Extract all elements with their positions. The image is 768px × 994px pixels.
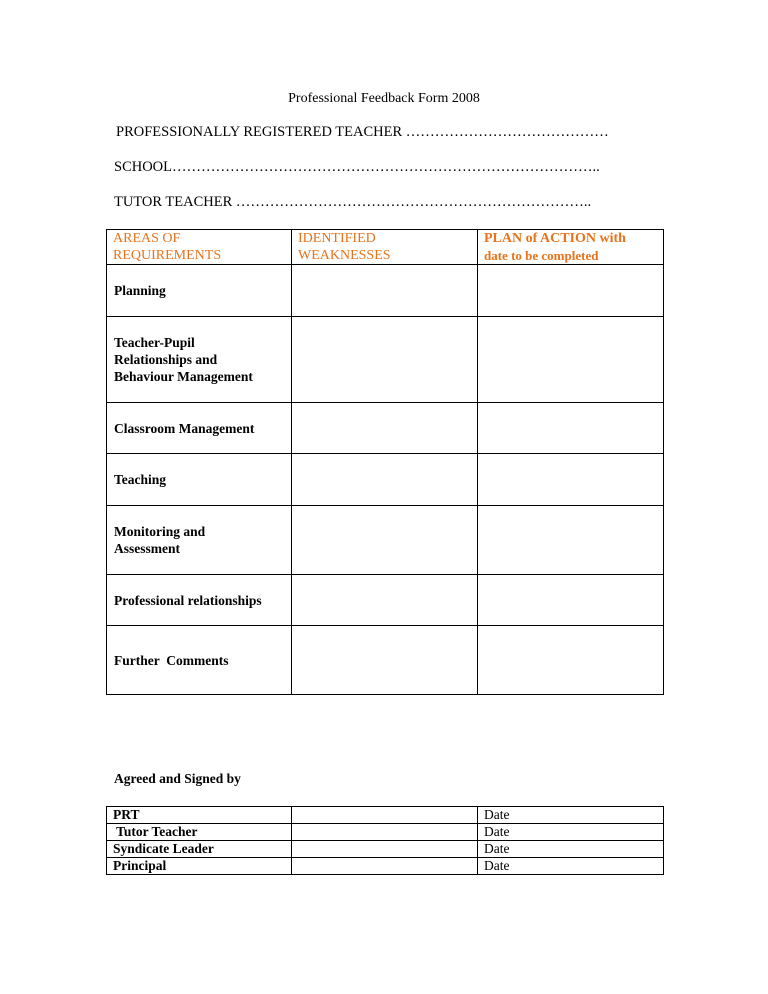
table-row <box>107 807 664 824</box>
area-further-comments: Further Comments <box>107 626 292 695</box>
table-row <box>107 626 664 695</box>
area-teacher-pupil-relationships <box>107 317 292 403</box>
school-field-line[interactable]: SCHOOL…………………………………………………………………………….. <box>114 159 600 175</box>
table-row <box>107 317 664 403</box>
date-cell-prt[interactable]: Date <box>478 807 664 824</box>
area-classroom-management: Classroom Management <box>107 403 292 454</box>
signature-cell-prt[interactable] <box>292 807 478 824</box>
weakness-cell-planning[interactable] <box>292 265 478 317</box>
prt-field-line[interactable]: PROFESSIONALLY REGISTERED TEACHER …………………………………… <box>116 124 609 140</box>
action-cell-classroom-management[interactable] <box>478 403 664 454</box>
signoff-table <box>106 806 664 875</box>
area-label-line: Monitoring and <box>114 524 206 539</box>
weakness-cell-classroom-management[interactable] <box>292 403 478 454</box>
signoff-role-tutor-teacher: Tutor Teacher <box>107 824 292 841</box>
header-identified-weaknesses <box>292 230 478 265</box>
table-row <box>107 824 664 841</box>
area-label-line: Behaviour Management <box>114 369 253 384</box>
header-weak-line1: IDENTIFIED <box>298 231 376 246</box>
table-row <box>107 841 664 858</box>
table-row <box>107 506 664 575</box>
area-label-line: Teacher-Pupil <box>114 335 195 350</box>
area-professional-relationships: Professional relationships <box>107 575 292 626</box>
header-plan-line2: date to be completed <box>484 248 599 263</box>
table-row <box>107 265 664 317</box>
action-cell-monitoring[interactable] <box>478 506 664 575</box>
table-row <box>107 454 664 506</box>
area-planning: Planning <box>107 265 292 317</box>
area-label-line: Assessment <box>114 541 180 556</box>
header-areas-of-requirements <box>107 230 292 265</box>
table-row <box>107 858 664 875</box>
form-title: Professional Feedback Form 2008 <box>288 91 480 106</box>
header-areas-line1: AREAS OF <box>113 231 181 246</box>
table-row <box>107 575 664 626</box>
signature-cell-syndicate-leader[interactable] <box>292 841 478 858</box>
header-areas-line2: REQUIREMENTS <box>113 248 222 263</box>
weakness-cell-monitoring[interactable] <box>292 506 478 575</box>
area-teaching: Teaching <box>107 454 292 506</box>
weakness-cell-teaching[interactable] <box>292 454 478 506</box>
action-cell-professional-relationships[interactable] <box>478 575 664 626</box>
action-cell-planning[interactable] <box>478 265 664 317</box>
weakness-cell-professional-relationships[interactable] <box>292 575 478 626</box>
header-plan-of-action <box>478 230 664 265</box>
action-cell-teaching[interactable] <box>478 454 664 506</box>
date-cell-syndicate-leader[interactable]: Date <box>478 841 664 858</box>
table-row <box>107 403 664 454</box>
header-plan-line1: PLAN of ACTION with <box>484 231 626 246</box>
area-monitoring-assessment <box>107 506 292 575</box>
date-cell-principal[interactable]: Date <box>478 858 664 875</box>
signoff-role-prt: PRT <box>107 807 292 824</box>
weakness-cell-further-comments[interactable] <box>292 626 478 695</box>
weakness-cell-teacher-pupil[interactable] <box>292 317 478 403</box>
feedback-table-header-row <box>107 230 664 265</box>
agreed-signed-heading: Agreed and Signed by <box>114 771 241 786</box>
action-cell-further-comments[interactable] <box>478 626 664 695</box>
header-weak-line2: WEAKNESSES <box>298 248 391 263</box>
date-cell-tutor-teacher[interactable]: Date <box>478 824 664 841</box>
area-label-line: Relationships and <box>114 352 218 367</box>
signoff-role-principal: Principal <box>107 858 292 875</box>
feedback-table <box>106 229 664 695</box>
signature-cell-principal[interactable] <box>292 858 478 875</box>
action-cell-teacher-pupil[interactable] <box>478 317 664 403</box>
signature-cell-tutor-teacher[interactable] <box>292 824 478 841</box>
signoff-role-syndicate-leader: Syndicate Leader <box>107 841 292 858</box>
tutor-teacher-field-line[interactable]: TUTOR TEACHER ……………………………………………………………….. <box>114 194 592 210</box>
